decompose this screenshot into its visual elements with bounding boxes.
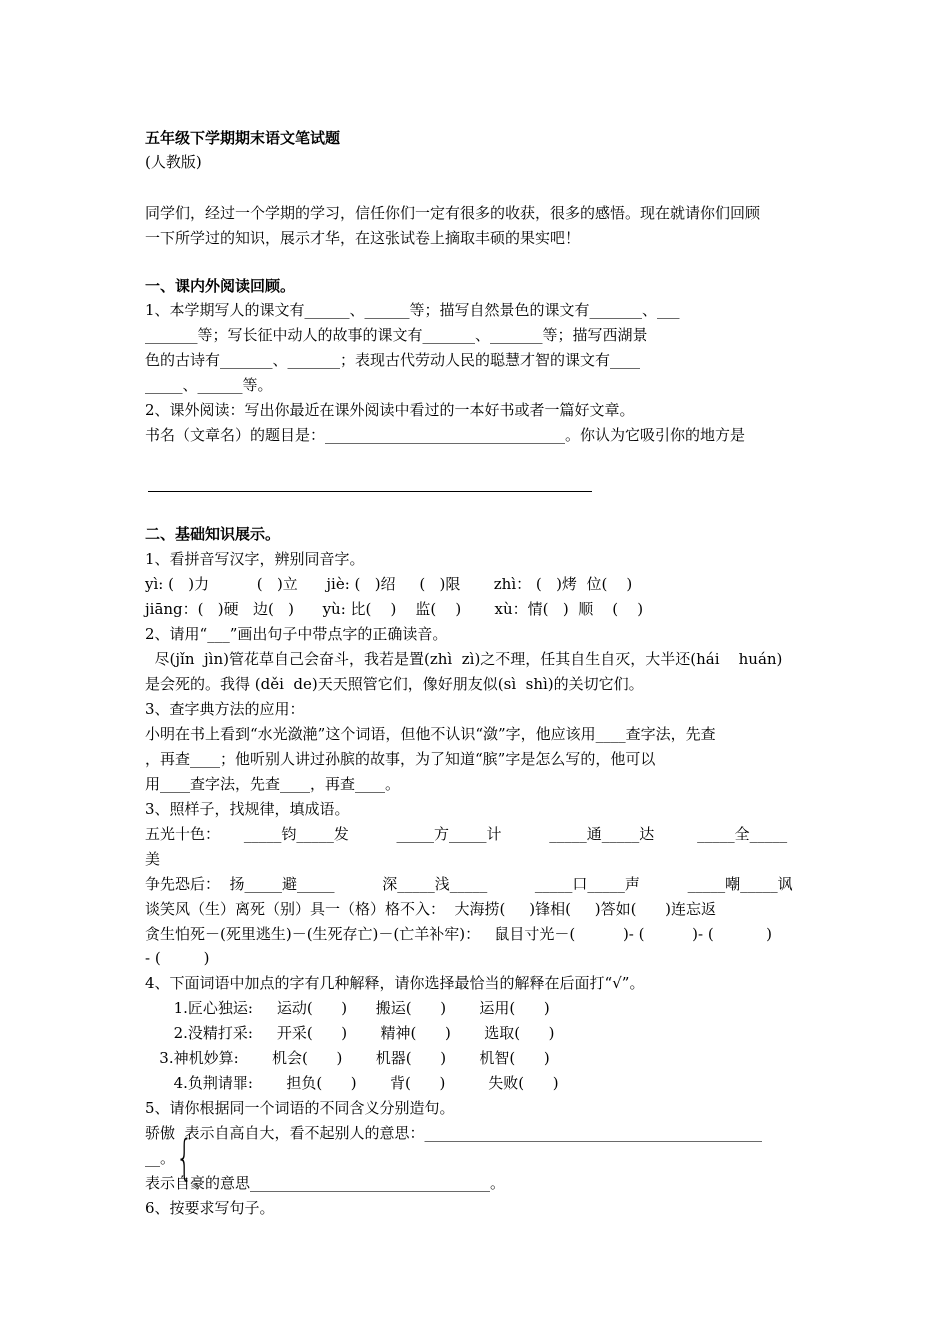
section1-line: _______等；写长征中动人的故事的课文有_______、_______等；描写西湖景	[145, 326, 648, 344]
intro-line-2: 一下所学过的知识，展示才华，在这张试卷上摘取丰硕的果实吧！	[145, 229, 581, 247]
section2-line: 尽(jǐn jìn)管花草自己会奋斗，我若是置(zhì zì)之不理，任其自生自灭，大半还(hái huán)	[145, 650, 783, 668]
section2-line: 3、照样子，找规律，填成语。	[145, 800, 350, 818]
section2-line: 1、看拼音写汉字，辨别同音字。	[145, 550, 365, 568]
section2-line: 4、下面词语中加点的字有几种解释，请你选择最恰当的解释在后面打“√”。	[145, 974, 645, 992]
section2-heading: 二、基础知识展示。	[145, 525, 281, 543]
section2-line: 贪生怕死－(死里逃生)－(生死存亡)－(亡羊补牢)： 鼠目寸光－( )- ( )- ( )	[145, 925, 773, 943]
section1-line: _____、______等。	[145, 376, 273, 394]
section1-heading: 一、课内外阅读回顾。	[145, 277, 296, 295]
section2-line: ，再查____；他听别人讲过孙膑的故事，为了知道“膑”字是怎么写的，他可以	[145, 750, 656, 768]
section1-line: 1、本学期写人的课文有______、______等；描写自然景色的课文有_______、___	[145, 301, 680, 319]
section2-line: 2.没精打采: 开采( ) 精神( ) 选取( )	[145, 1024, 555, 1042]
section2-line: 3、查字典方法的应用：	[145, 700, 305, 718]
section2-line: jiāng：( )硬 边( ) yù: 比( ) 监( ) xù：情( ) 顺 ( )	[145, 600, 644, 618]
section2-line: 2、请用“___”画出句子中带点字的正确读音。	[145, 625, 448, 643]
section2-line: 谈笑风（生）离死（别）具一（格）格不入： 大海捞( )锋相( )答如( )连忘返	[145, 900, 716, 918]
exam-title: 五年级下学期期末语文笔试题	[145, 129, 341, 147]
section2-line: 骄傲 表示自高自大，看不起别人的意思：_____________________________________________	[145, 1124, 763, 1142]
section2-line: 美	[145, 850, 161, 868]
section2-line: 五光十色： _____钧_____发 _____方_____计 _____通_____达 _____全_____	[145, 825, 788, 843]
section2-line: 用____查字法，先查____，再查____。	[145, 775, 401, 793]
section2-line: yì: ( )力 ( )立 jiè: ( )绍 ( )限 zhì： ( )烤 位( )	[145, 575, 633, 593]
section2-line: 表示自豪的意思________________________________。	[145, 1174, 506, 1192]
section2-line: __。	[145, 1149, 176, 1167]
section2-line: 争先恐后： 扬_____避_____ 深_____浅_____ _____口_____声 _____嘲_____讽	[145, 875, 793, 893]
section2-line: 3.神机妙算: 机会( ) 机器( ) 机智( )	[145, 1049, 550, 1067]
section2-line: 5、请你根据同一个词语的不同含义分别造句。	[145, 1099, 455, 1117]
section1-line: 2、课外阅读：写出你最近在课外阅读中看过的一本好书或者一篇好文章。	[145, 401, 635, 419]
section2-line: 小明在书上看到“水光潋滟”这个词语，但他不认识“潋”字，他应该用____查字法，先查	[145, 725, 716, 743]
section1-line: 色的古诗有_______、_______；表现古代劳动人民的聪慧才智的课文有____	[145, 351, 641, 369]
brace-glyph: {	[176, 1130, 193, 1186]
section1-line: 书名（文章名）的题目是：________________________________。你认为它吸引你的地方是	[145, 426, 746, 444]
section2-line: 4.负荆请罪: 担负( ) 背( ) 失败( )	[145, 1074, 559, 1092]
intro-line-1: 同学们，经过一个学期的学习，信任你们一定有很多的收获，很多的感悟。现在就请你们回顾	[145, 204, 761, 222]
edition-label: (人教版)	[145, 153, 202, 171]
answer-rule	[148, 491, 592, 492]
section2-line: 1.匠心独运: 运动( ) 搬运( ) 运用( )	[145, 999, 550, 1017]
section2-line: 是会死的。我得 (děi de)天天照管它们，像好朋友似(sì shì)的关切它们。	[145, 675, 644, 693]
section2-line: - ( )	[145, 949, 210, 967]
section2-line: 6、按要求写句子。	[145, 1199, 275, 1217]
